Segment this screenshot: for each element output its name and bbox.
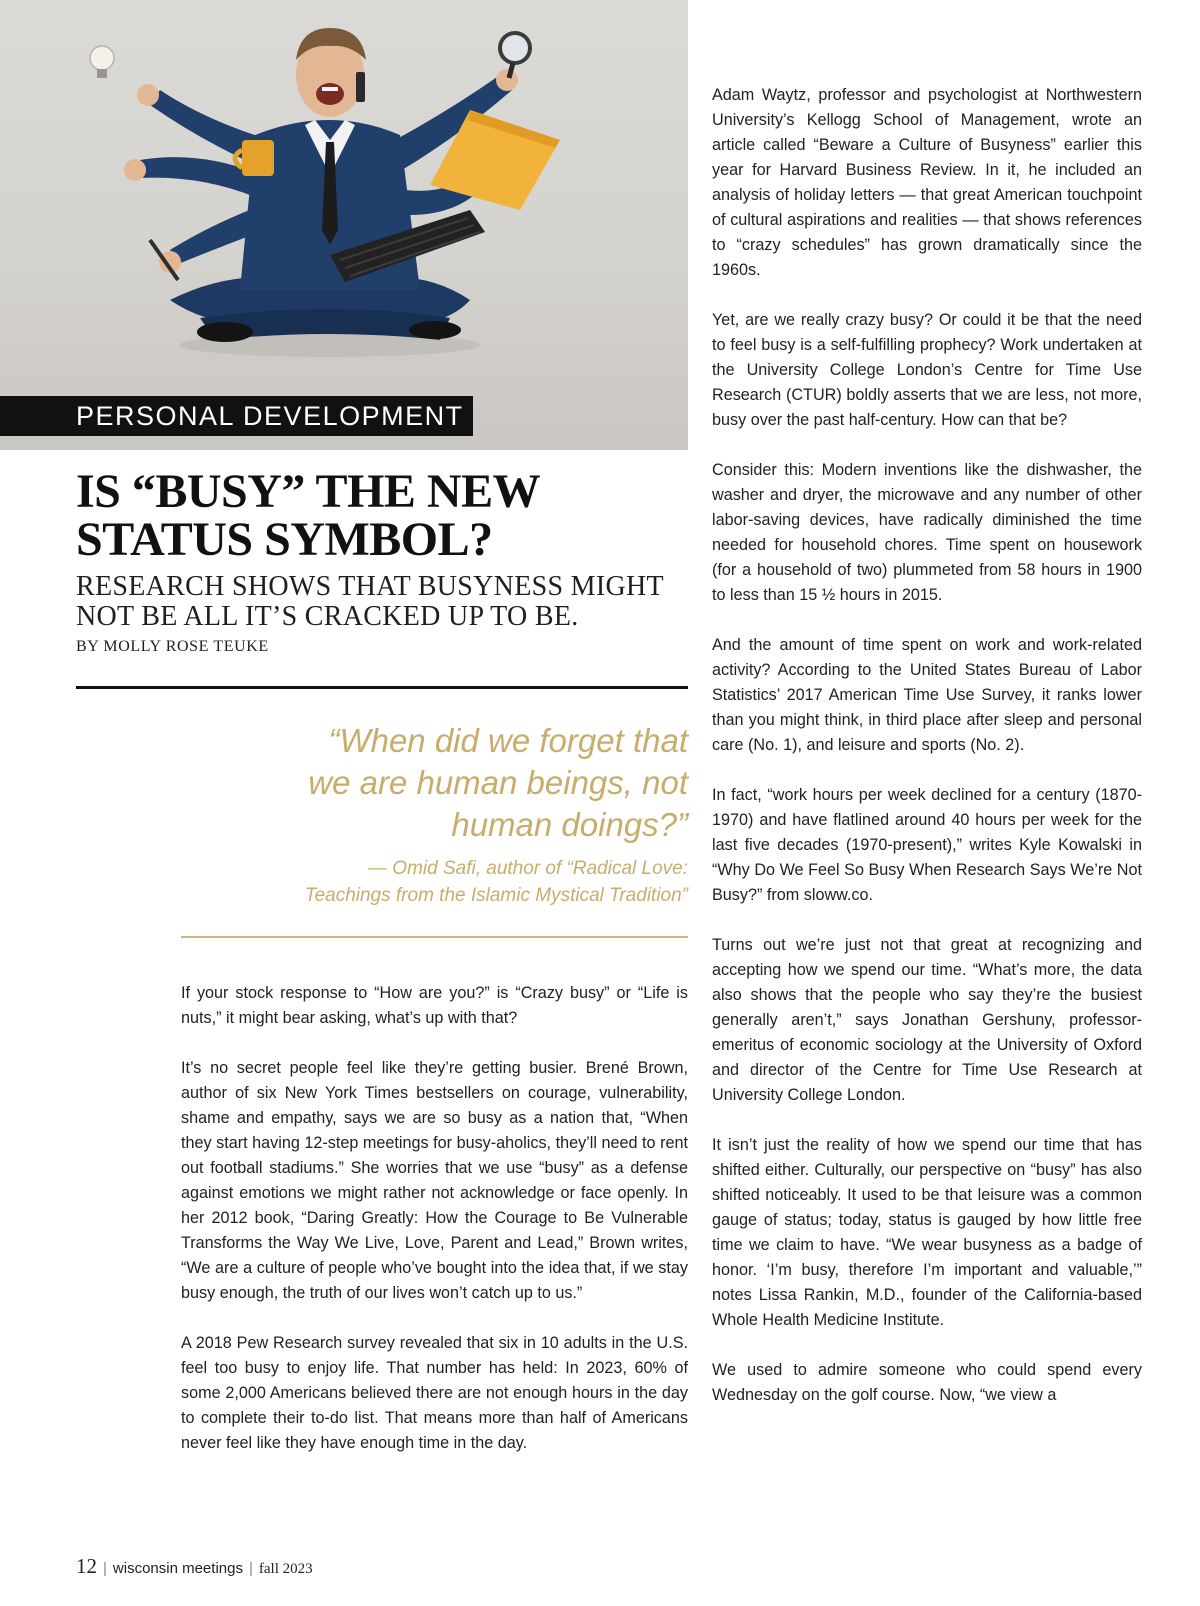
page-footer bbox=[76, 1554, 313, 1579]
pull-quote bbox=[180, 720, 688, 846]
pull-quote-attribution bbox=[180, 855, 688, 909]
body-column-left bbox=[181, 981, 688, 1481]
pull-quote-line-3: human doings?” bbox=[451, 806, 688, 843]
title-line-1: IS “BUSY” THE NEW bbox=[76, 465, 541, 518]
body-column-right bbox=[712, 83, 1142, 1433]
paragraph: It’s no secret people feel like they’re getting busier. Brené Brown, author of six New York Times bestsellers on courage, vulnerability, shame and empathy, says we are so busy as a nation that, “When they start having 12-step meetings for busy-aholics, they’ll need to rent out football stadiums.” She worries that we use “busy” as a defense against emotions we might rather not acknowledge or face openly. In her 2012 book, “Daring Greatly: How the Courage to Be Vulnerable Transforms the Way We Live, Love, Parent and Lead,” Brown writes, “We are a culture of people who’ve bought into the idea that, if we stay busy enough, the truth of our lives won’t catch up to us.” bbox=[181, 1059, 688, 1302]
paragraph: A 2018 Pew Research survey revealed that six in 10 adults in the U.S. feel too busy to enjoy life. That number has held: In 2023, 60% of some 2,000 Americans believed there are not enough hours in the day to complete their to-do list. That means more than half of Americans never feel like they have enough time in the day. bbox=[181, 1334, 688, 1452]
paragraph: In fact, “work hours per week declined for a century (1870-1970) and have flatlined around 40 hours per week for the last five decades (1970-present),” writes Kyle Kowalski in “Why Do We Feel So Busy When Research Says We’re Not Busy?” from sloww.co. bbox=[712, 786, 1142, 904]
issue-date: fall 2023 bbox=[258, 1561, 313, 1577]
paragraph: We used to admire someone who could spend every Wednesday on the golf course. Now, “we view a bbox=[712, 1361, 1142, 1404]
divider-rule bbox=[76, 686, 688, 689]
light-bulb-icon bbox=[90, 46, 114, 78]
photo-illustration bbox=[0, 0, 688, 450]
byline: BY MOLLY ROSE TEUKE bbox=[76, 638, 269, 655]
paragraph: Turns out we’re just not that great at recognizing and accepting how we spend our time. “What’s more, the data also shows that the people who say they’re the busiest generally aren’t,” says Jonathan Gershuny, professor-emeritus of economic sociology at the University of Oxford and director of the Centre for Time Use Research at University College London. bbox=[712, 936, 1142, 1104]
hero-photo bbox=[0, 0, 688, 450]
article-title bbox=[76, 465, 688, 566]
paragraph: Consider this: Modern inventions like the dishwasher, the washer and dryer, the microwave and any number of other labor-saving devices, have radically diminished the time needed for household chores. Time spent on housework (for a household of two) plummeted from 58 hours in 1900 to less than 15 ½ hours in 2015. bbox=[712, 461, 1142, 604]
section-label: PERSONAL DEVELOPMENT bbox=[0, 396, 473, 436]
quote-divider bbox=[181, 936, 688, 938]
pull-quote-line-1: “When did we forget that bbox=[328, 722, 688, 759]
article-subtitle bbox=[76, 572, 676, 632]
paragraph: Yet, are we really crazy busy? Or could it be that the need to feel busy is a self-fulfilling prophecy? Work undertaken at the University College London’s Centre for Time Use Research (CTUR) boldly asserts that we are less, not more, busy over the past half-century. How can that be? bbox=[712, 311, 1142, 429]
paragraph: If your stock response to “How are you?” is “Crazy busy” or “Life is nuts,” it might bear asking, what’s up with that? bbox=[181, 984, 688, 1027]
publication-name: wisconsin meetings bbox=[112, 1560, 243, 1577]
attribution-line-1: — Omid Safi, author of “Radical Love: bbox=[368, 858, 688, 879]
subtitle-line-1: RESEARCH SHOWS THAT BUSYNESS MIGHT bbox=[76, 571, 664, 602]
paragraph: Adam Waytz, professor and psychologist at Northwestern University’s Kellogg School of Management, wrote an article called “Beware a Culture of Busyness” earlier this year for Harvard Business Review. In it, he included an analysis of holiday letters — that great American touchpoint of cultural aspirations and realities — that shows references to “crazy schedules” has grown dramatically since the 1960s. bbox=[712, 86, 1142, 279]
pull-quote-line-2: we are human beings, not bbox=[308, 764, 688, 801]
paragraph: It isn’t just the reality of how we spend our time that has shifted either. Culturally, our perspective on “busy” has also shifted noticeably. It used to be that leisure was a common gauge of status; today, status is gauged by how little free time we claim to have. “We wear busyness as a badge of honor. ‘I’m busy, therefore I’m important and valuable,’” notes Lissa Rankin, M.D., founder of the California-based Whole Health Medicine Institute. bbox=[712, 1136, 1142, 1329]
title-line-2: STATUS SYMBOL? bbox=[76, 513, 493, 566]
footer-separator: | bbox=[248, 1560, 253, 1577]
footer-separator: | bbox=[103, 1560, 107, 1577]
attribution-line-2: Teachings from the Islamic Mystical Tradition” bbox=[304, 885, 688, 906]
page-number: 12 bbox=[76, 1554, 97, 1578]
subtitle-line-2: NOT BE ALL IT’S CRACKED UP TO BE. bbox=[76, 601, 579, 632]
phone-icon bbox=[356, 72, 365, 102]
paragraph: And the amount of time spent on work and work-related activity? According to the United States Bureau of Labor Statistics’ 2017 American Time Use Survey, it ranks lower than you might think, in third place after sleep and personal care (No. 1), and leisure and sports (No. 2). bbox=[712, 636, 1142, 754]
